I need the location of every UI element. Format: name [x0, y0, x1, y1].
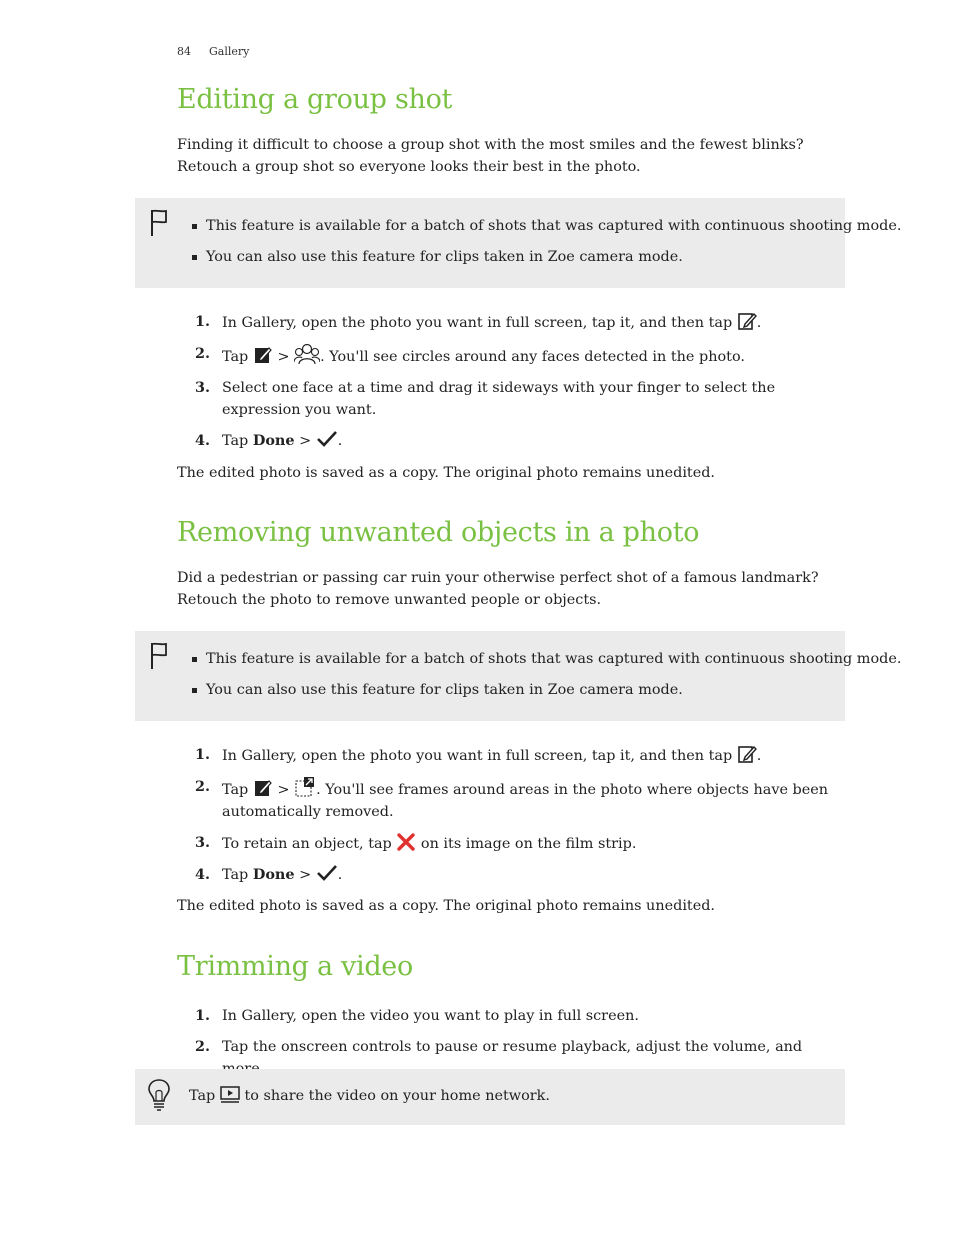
page-header — [177, 45, 249, 58]
steps-list — [195, 744, 835, 895]
step-item: 3. To retain an object, tap on its image on the film strip. — [195, 834, 637, 852]
red-x-icon — [396, 832, 416, 852]
edit-icon — [737, 744, 757, 764]
chapter-name: Gallery — [209, 45, 250, 58]
section-outro: The edited photo is saved as a copy. The original photo remains unedited. — [177, 465, 716, 481]
section-title-trim-video: Trimming a video — [177, 951, 413, 982]
note-list — [190, 215, 901, 277]
note-item: This feature is available for a batch of shots that was captured with continuous shooting mode. — [190, 648, 901, 670]
section-title-group-shot: Editing a group shot — [177, 84, 453, 115]
step-item: 3. Select one face at a time and drag it sideways with your finger to select the expression you want. — [195, 379, 776, 418]
note-box — [135, 198, 902, 288]
note-item: This feature is available for a batch of shots that was captured with continuous shooting mode. — [190, 215, 901, 237]
page-number: 84 — [177, 45, 191, 58]
edit-square-icon — [253, 345, 273, 365]
note-box — [135, 631, 902, 721]
note-item: You can also use this feature for clips taken in Zoe camera mode. — [190, 246, 901, 268]
edit-square-icon — [253, 778, 273, 798]
checkmark-icon — [316, 430, 338, 448]
step-item: 1. In Gallery, open the photo you want in full screen, tap it, and then tap . — [195, 746, 762, 764]
lightbulb-icon — [147, 1078, 171, 1112]
section-title-remove-objects: Removing unwanted objects in a photo — [177, 517, 700, 548]
step-item: 4. Tap Done > . — [195, 866, 343, 883]
section-outro: The edited photo is saved as a copy. The original photo remains unedited. — [177, 898, 716, 914]
flag-icon — [149, 208, 169, 238]
tip-box — [135, 1069, 845, 1125]
step-item: 2. Tap the onscreen controls to pause or resume playback, adjust the volume, and — [195, 1038, 803, 1055]
edit-icon — [737, 311, 757, 331]
step-item: 1. In Gallery, open the video you want to play in full screen. — [195, 1007, 639, 1024]
checkmark-icon — [316, 864, 338, 882]
step-item: 2. Tap > . You'll see frames around areas in the photo where objects have been automatically removed. — [195, 778, 829, 820]
step-item: 2. Tap > . You'll see circles around any faces detected in the photo. — [195, 345, 745, 365]
note-list — [190, 648, 901, 710]
object-removal-icon — [294, 776, 316, 798]
play-screen-icon — [220, 1086, 240, 1103]
flag-icon — [149, 641, 169, 671]
group-faces-icon — [294, 343, 320, 365]
tip-text: Tap to share the video on your home network. — [189, 1088, 550, 1104]
note-item: You can also use this feature for clips taken in Zoe camera mode. — [190, 679, 901, 701]
step-item: 1. In Gallery, open the photo you want in full screen, tap it, and then tap . — [195, 313, 762, 331]
steps-list — [195, 311, 835, 461]
section-intro: Finding it difficult to choose a group shot with the most smiles and the fewest blinks? Retouch a group shot so everyone looks their best in the photo. — [177, 137, 804, 175]
section-intro: Did a pedestrian or passing car ruin your otherwise perfect shot of a famous landmark? Retouch the photo to remove unwanted people or objects. — [177, 570, 819, 608]
step-item: 4. Tap Done > . — [195, 432, 343, 449]
